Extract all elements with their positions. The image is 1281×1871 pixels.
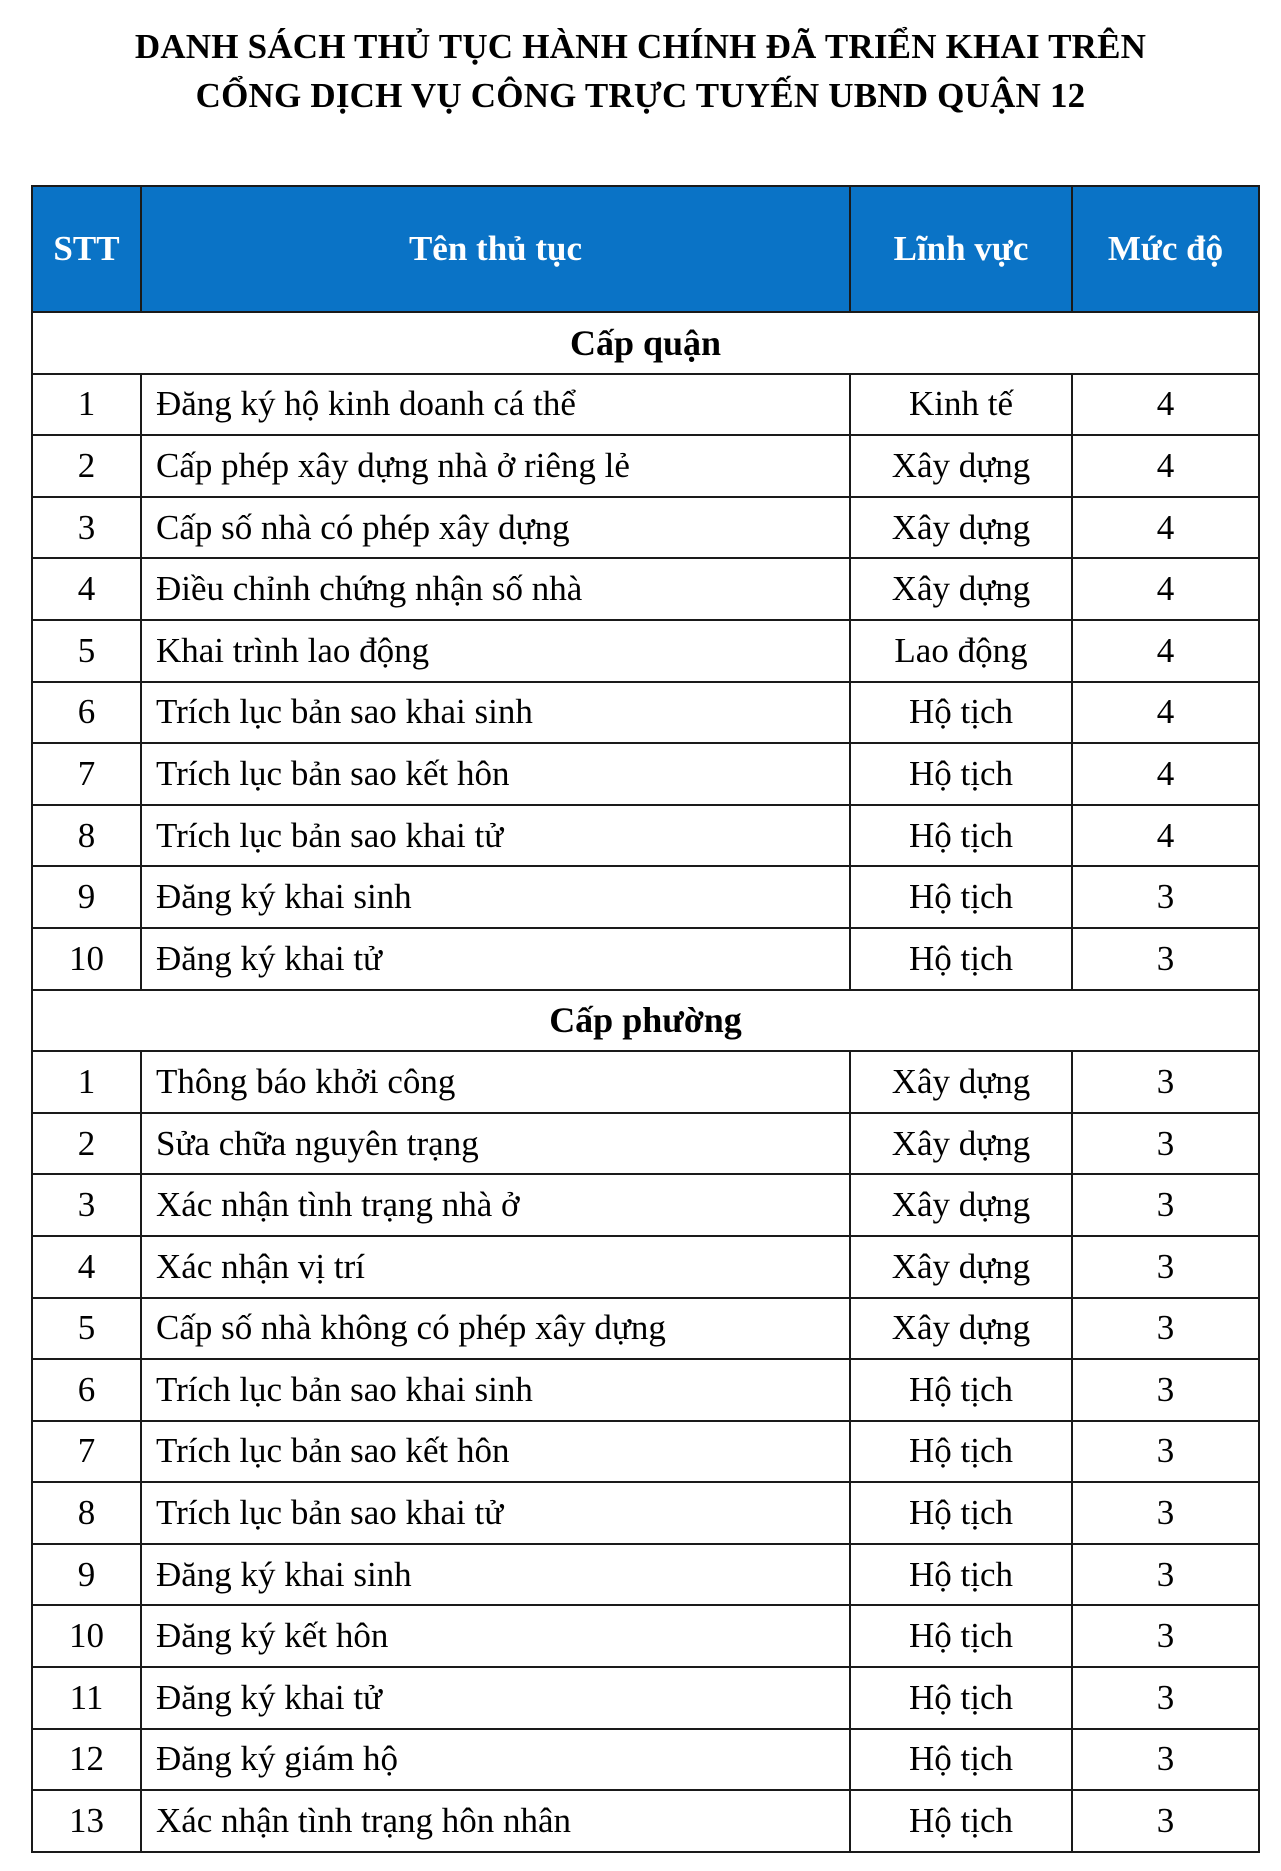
- procedure-name-cell: Trích lục bản sao khai tử: [141, 1482, 850, 1544]
- level-cell: 3: [1072, 1174, 1259, 1236]
- table-row: [32, 1421, 1259, 1483]
- stt-cell: 6: [32, 1359, 141, 1421]
- level-cell: 4: [1072, 682, 1259, 744]
- stt-cell: 8: [32, 1482, 141, 1544]
- field-cell: Xây dựng: [850, 435, 1072, 497]
- table-row: [32, 1236, 1259, 1298]
- procedure-name-cell: Trích lục bản sao khai sinh: [141, 682, 850, 744]
- field-cell: Kinh tế: [850, 374, 1072, 436]
- field-cell: Hộ tịch: [850, 1605, 1072, 1667]
- table-row: [32, 1790, 1259, 1852]
- section-title: Cấp phường: [32, 990, 1259, 1052]
- table-row: [32, 497, 1259, 559]
- table-row: [32, 1359, 1259, 1421]
- procedure-name-cell: Đăng ký kết hôn: [141, 1605, 850, 1667]
- stt-cell: 3: [32, 497, 141, 559]
- field-cell: Hộ tịch: [850, 1359, 1072, 1421]
- level-cell: 3: [1072, 1298, 1259, 1360]
- procedure-name-cell: Đăng ký khai tử: [141, 1667, 850, 1729]
- table-row: [32, 435, 1259, 497]
- field-cell: Xây dựng: [850, 1236, 1072, 1298]
- field-cell: Xây dựng: [850, 558, 1072, 620]
- procedure-name-cell: Đăng ký khai sinh: [141, 866, 850, 928]
- stt-cell: 1: [32, 374, 141, 436]
- level-cell: 4: [1072, 558, 1259, 620]
- level-cell: 4: [1072, 743, 1259, 805]
- table-row: [32, 1544, 1259, 1606]
- stt-cell: 9: [32, 1544, 141, 1606]
- field-cell: Hộ tịch: [850, 1421, 1072, 1483]
- level-cell: 4: [1072, 374, 1259, 436]
- procedure-name-cell: Đăng ký khai sinh: [141, 1544, 850, 1606]
- level-cell: 3: [1072, 1113, 1259, 1175]
- procedure-name-cell: Đăng ký hộ kinh doanh cá thể: [141, 374, 850, 436]
- level-cell: 3: [1072, 1359, 1259, 1421]
- procedure-name-cell: Xác nhận tình trạng hôn nhân: [141, 1790, 850, 1852]
- stt-cell: 7: [32, 1421, 141, 1483]
- procedure-name-cell: Xác nhận tình trạng nhà ở: [141, 1174, 850, 1236]
- stt-cell: 13: [32, 1790, 141, 1852]
- level-cell: 4: [1072, 620, 1259, 682]
- level-cell: 4: [1072, 805, 1259, 867]
- field-cell: Xây dựng: [850, 497, 1072, 559]
- procedure-name-cell: Trích lục bản sao kết hôn: [141, 743, 850, 805]
- table-header: [32, 186, 1259, 312]
- stt-cell: 8: [32, 805, 141, 867]
- column-header-name: Tên thủ tục: [141, 186, 850, 312]
- table-row: [32, 558, 1259, 620]
- level-cell: 4: [1072, 497, 1259, 559]
- stt-cell: 5: [32, 620, 141, 682]
- table-row: [32, 620, 1259, 682]
- stt-cell: 2: [32, 1113, 141, 1175]
- section-row: [32, 990, 1259, 1052]
- level-cell: 3: [1072, 866, 1259, 928]
- table-row: [32, 866, 1259, 928]
- stt-cell: 4: [32, 558, 141, 620]
- column-header-stt: STT: [32, 186, 141, 312]
- procedure-name-cell: Khai trình lao động: [141, 620, 850, 682]
- procedure-name-cell: Cấp phép xây dựng nhà ở riêng lẻ: [141, 435, 850, 497]
- procedures-table: [31, 185, 1260, 1853]
- level-cell: 3: [1072, 1051, 1259, 1113]
- table-row: [32, 1667, 1259, 1729]
- field-cell: Hộ tịch: [850, 682, 1072, 744]
- level-cell: 3: [1072, 1605, 1259, 1667]
- procedure-name-cell: Cấp số nhà có phép xây dựng: [141, 497, 850, 559]
- procedure-name-cell: Cấp số nhà không có phép xây dựng: [141, 1298, 850, 1360]
- table-body: [32, 312, 1259, 1852]
- header-row: [32, 186, 1259, 312]
- procedure-name-cell: Sửa chữa nguyên trạng: [141, 1113, 850, 1175]
- table-row: [32, 1729, 1259, 1791]
- stt-cell: 3: [32, 1174, 141, 1236]
- column-header-field: Lĩnh vực: [850, 186, 1072, 312]
- table-row: [32, 374, 1259, 436]
- stt-cell: 4: [32, 1236, 141, 1298]
- field-cell: Hộ tịch: [850, 743, 1072, 805]
- procedure-name-cell: Đăng ký khai tử: [141, 928, 850, 990]
- table-row: [32, 805, 1259, 867]
- stt-cell: 2: [32, 435, 141, 497]
- level-cell: 3: [1072, 928, 1259, 990]
- field-cell: Hộ tịch: [850, 1729, 1072, 1791]
- stt-cell: 11: [32, 1667, 141, 1729]
- stt-cell: 1: [32, 1051, 141, 1113]
- section-row: [32, 312, 1259, 374]
- field-cell: Xây dựng: [850, 1113, 1072, 1175]
- stt-cell: 6: [32, 682, 141, 744]
- procedure-name-cell: Thông báo khởi công: [141, 1051, 850, 1113]
- field-cell: Xây dựng: [850, 1298, 1072, 1360]
- stt-cell: 9: [32, 866, 141, 928]
- stt-cell: 7: [32, 743, 141, 805]
- stt-cell: 5: [32, 1298, 141, 1360]
- level-cell: 3: [1072, 1236, 1259, 1298]
- field-cell: Hộ tịch: [850, 928, 1072, 990]
- level-cell: 3: [1072, 1729, 1259, 1791]
- table-row: [32, 682, 1259, 744]
- field-cell: Xây dựng: [850, 1051, 1072, 1113]
- field-cell: Hộ tịch: [850, 866, 1072, 928]
- level-cell: 3: [1072, 1667, 1259, 1729]
- field-cell: Lao động: [850, 620, 1072, 682]
- procedure-name-cell: Trích lục bản sao khai sinh: [141, 1359, 850, 1421]
- section-title: Cấp quận: [32, 312, 1259, 374]
- field-cell: Hộ tịch: [850, 1482, 1072, 1544]
- procedure-name-cell: Trích lục bản sao khai tử: [141, 805, 850, 867]
- document-title-line-1: DANH SÁCH THỦ TỤC HÀNH CHÍNH ĐÃ TRIỂN KHAI TRÊN: [134, 27, 1147, 66]
- stt-cell: 10: [32, 928, 141, 990]
- stt-cell: 10: [32, 1605, 141, 1667]
- level-cell: 3: [1072, 1790, 1259, 1852]
- column-header-level: Mức độ: [1072, 186, 1259, 312]
- table-row: [32, 1482, 1259, 1544]
- field-cell: Hộ tịch: [850, 1790, 1072, 1852]
- procedure-name-cell: Trích lục bản sao kết hôn: [141, 1421, 850, 1483]
- field-cell: Hộ tịch: [850, 1544, 1072, 1606]
- document-title-line-2: CỔNG DỊCH VỤ CÔNG TRỰC TUYẾN UBND QUẬN 12: [195, 76, 1086, 115]
- procedure-name-cell: Đăng ký giám hộ: [141, 1729, 850, 1791]
- procedure-name-cell: Xác nhận vị trí: [141, 1236, 850, 1298]
- table-row: [32, 1605, 1259, 1667]
- procedure-name-cell: Điều chỉnh chứng nhận số nhà: [141, 558, 850, 620]
- field-cell: Xây dựng: [850, 1174, 1072, 1236]
- table-row: [32, 743, 1259, 805]
- table-row: [32, 1051, 1259, 1113]
- level-cell: 3: [1072, 1421, 1259, 1483]
- table-row: [32, 1298, 1259, 1360]
- level-cell: 3: [1072, 1544, 1259, 1606]
- level-cell: 3: [1072, 1482, 1259, 1544]
- table-row: [32, 1174, 1259, 1236]
- table-row: [32, 1113, 1259, 1175]
- table-row: [32, 928, 1259, 990]
- stt-cell: 12: [32, 1729, 141, 1791]
- level-cell: 4: [1072, 435, 1259, 497]
- document-title: [0, 22, 1281, 120]
- field-cell: Hộ tịch: [850, 805, 1072, 867]
- field-cell: Hộ tịch: [850, 1667, 1072, 1729]
